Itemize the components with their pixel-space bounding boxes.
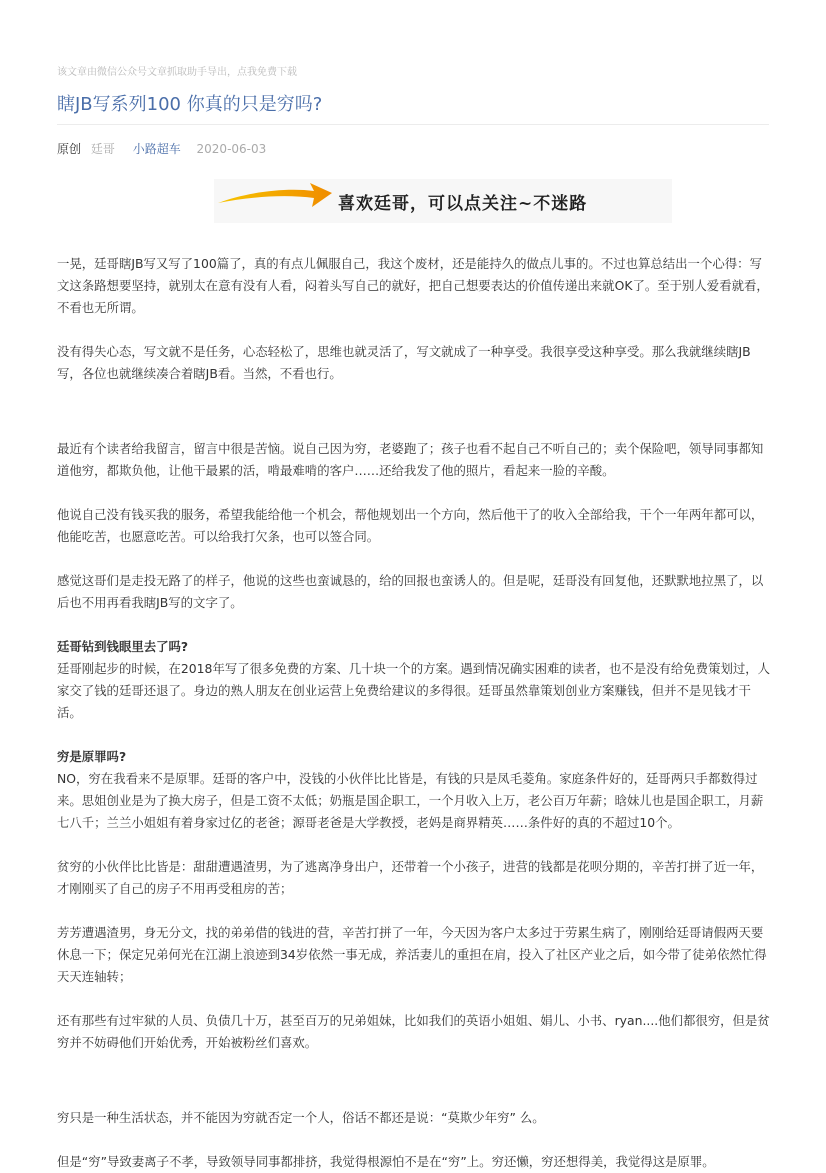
follow-banner [214, 179, 672, 223]
section-heading-money: 廷哥钻到钱眼里去了吗? [57, 639, 189, 654]
paragraph-tiantian: 贫穷的小伙伴比比皆是：甜甜遭遇渣男，为了逃离净身出户，还带着一个小孩子，进营的钱都是花呗分期的，辛苦打拼了近一年，才刚刚买了自己的房子不用再受租房的苦； [57, 859, 764, 896]
account-link[interactable]: 小路超车 [132, 142, 181, 156]
publish-date: 2020-06-03 [196, 142, 267, 156]
paragraph-reader-message: 最近有个读者给我留言，留言中很是苦恼。说自己因为穷，老婆跑了；孩子也看不起自己不听自己的；卖个保险吧，领导同事都知道他穷，都欺负他，让他干最累的活，啃最难啃的客户……还给我发了他的照片，看起来一脸的辛酸。 [57, 441, 764, 478]
paragraph-reader-request: 他说自己没有钱买我的服务，希望我能给他一个机会，帮他规划出一个方向，然后他干了的收入全部给我，干个一年两年都可以，他能吃苦，也愿意吃苦。可以给我打欠条，也可以签合同。 [57, 507, 764, 544]
follow-banner-text: 喜欢廷哥，可以点关注~不迷路 [338, 194, 588, 214]
paragraph-blocked: 感觉这哥们是走投无路了的样子，他说的这些也蛮诚恳的，给的回报也蛮诱人的。但是呢，廷哥没有回复他，还默默地拉黑了，以后也不用再看我瞎JB写的文字了。 [57, 573, 764, 610]
paragraph-intro: 一晃，廷哥瞎JB写又写了100篇了，真的有点儿佩服自己，我这个废材，还是能持久的做点儿事的。不过也算总结出一个心得：写文这条路想要坚持，就别太在意有没有人看，闷着头写自己的就好，把自己想要表达的价值传递出来就OK了。至于别人爱看就看，不看也无所谓。 [57, 256, 769, 315]
article-title: 瞎JB写系列100 你真的只是穷吗? [57, 94, 323, 115]
paragraph-mindset: 没有得失心态，写文就不是任务，心态轻松了，思维也就灵活了，写文就成了一种享受。我很享受这种享受。那么我就继续瞎JB写，各位也就继续凑合着瞎JB看。当然，不看也行。 [57, 344, 751, 381]
author-name: 廷哥 [90, 142, 115, 156]
title-divider [57, 124, 769, 125]
section-heading-poverty: 穷是原罪吗? [57, 749, 127, 764]
paragraph-fangfang: 芳芳遭遇渣男，身无分文，找的弟弟借的钱进的营，辛苦打拼了一年，今天因为客户太多过于劳累生病了，刚刚给廷哥请假两天要休息一下；保定兄弟何光在江湖上浪迹到34岁依然一事无成，养活妻儿的重担在肩，投入了社区产业之后，如今带了徒弟依然忙得天天连轴转； [57, 925, 767, 984]
paragraph-free-plans: 廷哥刚起步的时候，在2018年写了很多免费的方案、几十块一个的方案。遇到情况确实困难的读者，也不是没有给免费策划过，人家交了钱的廷哥还退了。身边的熟人朋友在创业运营上免费给建议的多得很。廷哥虽然靠策划创业方案赚钱，但并不是见钱才干活。 [57, 661, 771, 720]
original-tag: 原创 [57, 142, 82, 156]
paragraph-others: 还有那些有过牢狱的人员、负债几十万，甚至百万的兄弟姐妹，比如我们的英语小姐姐、娟儿、小书、ryan....他们都很穷，但是贫穷并不妨碍他们开始优秀，开始被粉丝们喜欢。 [57, 1013, 770, 1050]
article-meta [57, 140, 266, 158]
paragraph-poor-state: 穷只是一种生活状态，并不能因为穷就否定一个人，俗话不都还是说：“莫欺少年穷” 么。 [57, 1110, 545, 1125]
export-notice-link[interactable]: 该文章由微信公众号文章抓取助手导出，点我免费下载 [57, 67, 297, 78]
article-body [57, 253, 773, 1173]
paragraph-clients: NO，穷在我看来不是原罪。廷哥的客户中，没钱的小伙伴比比皆是，有钱的只是凤毛菱角。家庭条件好的，廷哥两只手都数得过来。思姐创业是为了换大房子，但是工资不太低；奶瓶是国企职工，一个月收入上万，老公百万年薪；晗妹儿也是国企职工，月薪七八千；兰兰小姐姐有着身家过亿的老爸；源哥老爸是大学教授，老妈是商界精英……条件好的真的不超过10个。 [57, 771, 764, 830]
paragraph-root-cause: 但是“穷”导致妻离子不孝，导致领导同事都排挤，我觉得根源怕不是在“穷”上。穷还懒，穷还想得美，我觉得这是原罪。 [57, 1154, 715, 1169]
